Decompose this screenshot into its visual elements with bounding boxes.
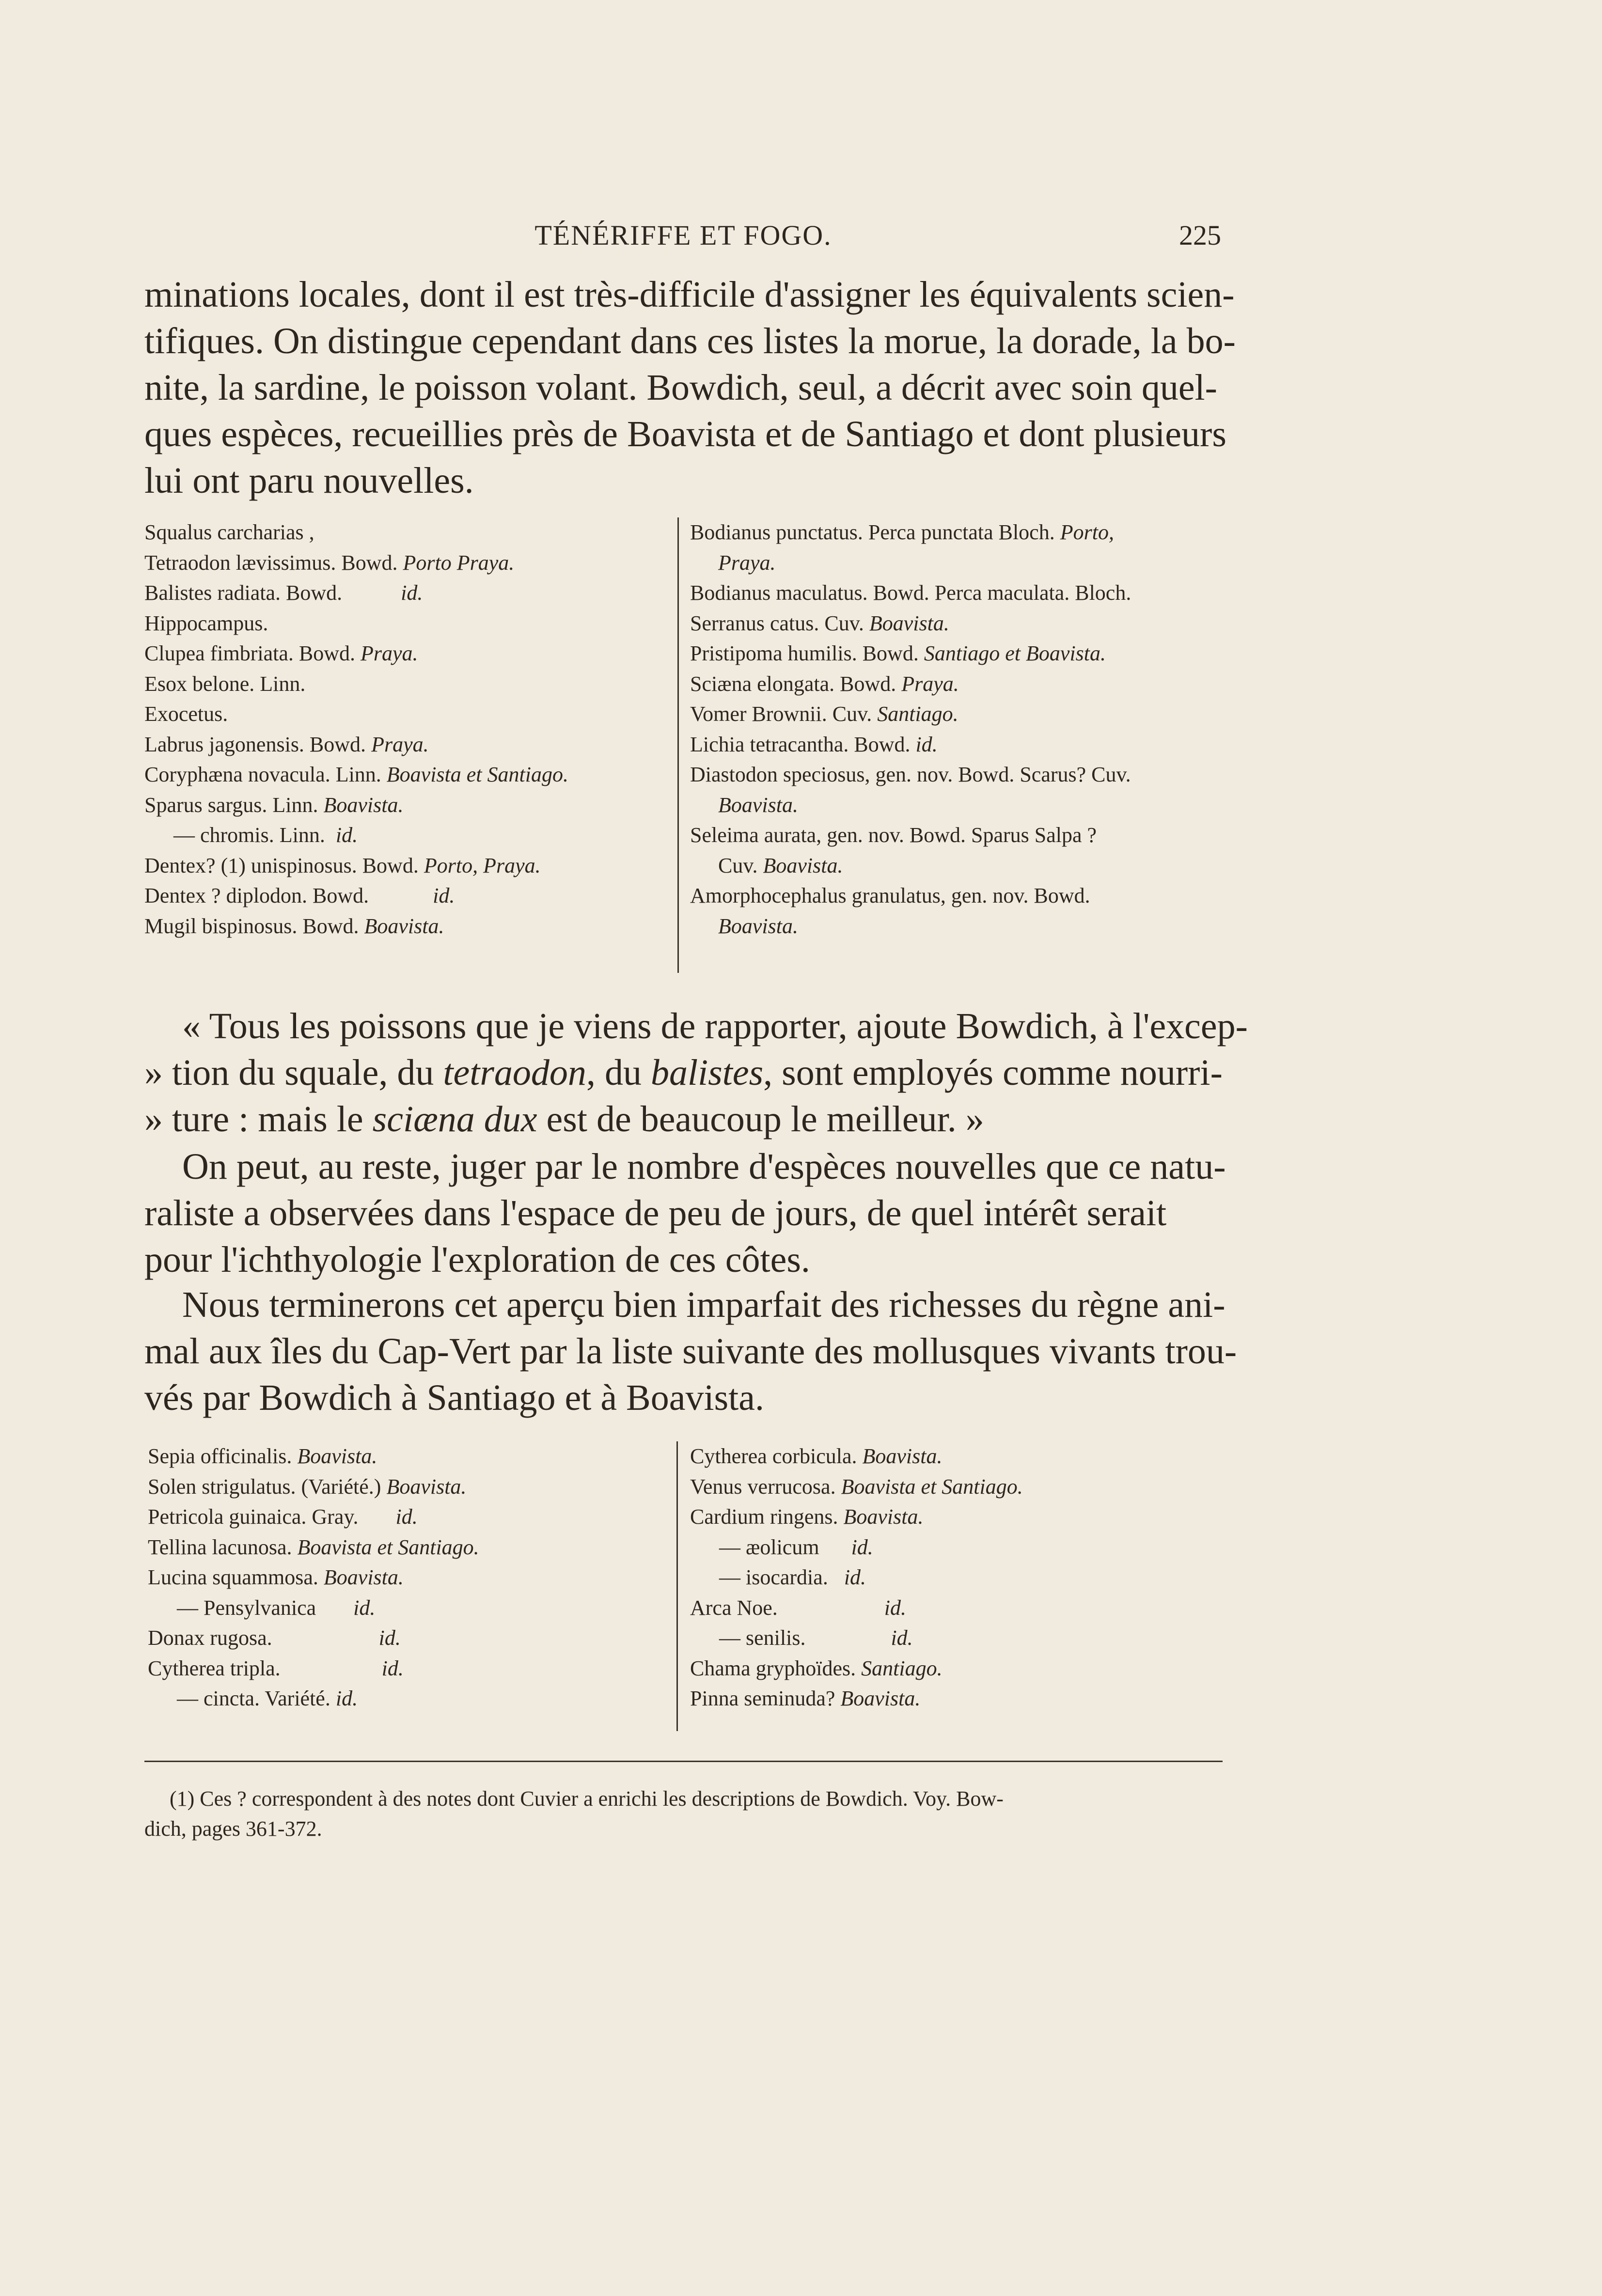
species-name: — chromis. Linn. bbox=[173, 823, 336, 847]
list-item bbox=[144, 881, 568, 911]
species-name: Cytherea corbicula. bbox=[690, 1444, 863, 1468]
species-name: Pristipoma humilis. Bowd. bbox=[690, 641, 924, 665]
locality: Praya. bbox=[361, 641, 418, 665]
locality: id. bbox=[381, 1656, 404, 1680]
species-name: Clupea fimbriata. Bowd. bbox=[144, 641, 361, 665]
locality: id. bbox=[851, 1535, 873, 1559]
species-name: Hippocampus. bbox=[144, 611, 268, 635]
species-name: Solen strigulatus. (Variété.) bbox=[148, 1474, 387, 1499]
footnote-line: (1) Ces ? correspondent à des notes dont Cuvier a enrichi les descriptions de Bowdich. Voy. Bow- bbox=[170, 1787, 1004, 1811]
locality: Boavista. bbox=[323, 1565, 404, 1589]
locality: id. bbox=[335, 823, 358, 847]
text-line: raliste a observées dans l'espace de peu de jours, de quel intérêt serait bbox=[144, 1193, 1167, 1234]
fish-list-left bbox=[144, 517, 568, 941]
footnote-rule bbox=[144, 1761, 1223, 1762]
species-name: — senilis. bbox=[719, 1626, 891, 1650]
text-line: nite, la sardine, le poisson volant. Bowdich, seul, a décrit avec soin quel- bbox=[144, 367, 1217, 408]
locality: Boavista. bbox=[869, 611, 949, 635]
species-name: Venus verrucosa. bbox=[690, 1474, 841, 1499]
mollusc-list-right bbox=[690, 1441, 1023, 1714]
list-item bbox=[690, 699, 1131, 730]
locality: Boavista et Santiago. bbox=[841, 1474, 1023, 1499]
species-name: Serranus catus. Cuv. bbox=[690, 611, 869, 635]
list-item bbox=[690, 1562, 1023, 1593]
list-item bbox=[690, 730, 1131, 760]
locality: Boavista. bbox=[323, 793, 404, 817]
paragraph-molluscs bbox=[144, 1281, 1237, 1421]
text-line: ques espèces, recueillies près de Boavista et de Santiago et dont plusieurs bbox=[144, 414, 1226, 454]
species-name: Bodianus punctatus. Perca punctata Bloch. bbox=[690, 520, 1060, 544]
locality: id. bbox=[401, 581, 423, 605]
list-item bbox=[690, 1593, 1023, 1624]
species-name: Sparus sargus. Linn. bbox=[144, 793, 324, 817]
list-item bbox=[690, 1684, 1023, 1714]
locality: Praya. bbox=[901, 672, 959, 696]
species-name: — æolicum bbox=[719, 1535, 851, 1559]
list-item bbox=[144, 517, 568, 548]
text-line: On peut, au reste, juger par le nombre d'espèces nouvelles que ce natu- bbox=[182, 1146, 1226, 1187]
list-item bbox=[690, 578, 1131, 609]
species-name: Seleima aurata, gen. nov. Bowd. Sparus Salpa ? bbox=[690, 823, 1097, 847]
locality: Santiago. bbox=[861, 1656, 942, 1680]
list-item bbox=[690, 1441, 1023, 1472]
text-line: » ture : mais le sciæna dux est de beaucoup le meilleur. » bbox=[144, 1099, 984, 1140]
locality: Boavista. bbox=[718, 914, 798, 938]
species-name: — isocardia. bbox=[719, 1565, 844, 1589]
list-item bbox=[144, 820, 568, 851]
locality: Boavista. bbox=[297, 1444, 377, 1468]
species-name: Lucina squammosa. bbox=[148, 1565, 324, 1589]
text-line: » tion du squale, du tetraodon, du balistes, sont employés comme nourri- bbox=[144, 1052, 1223, 1093]
species-name: Bodianus maculatus. Bowd. Perca maculata. Bloch. bbox=[690, 581, 1131, 605]
list-item bbox=[148, 1532, 479, 1563]
list-item bbox=[690, 517, 1131, 548]
footnote-line: dich, pages 361-372. bbox=[144, 1817, 322, 1841]
list-item bbox=[144, 639, 568, 669]
locality: id. bbox=[884, 1595, 907, 1620]
species-name: Diastodon speciosus, gen. nov. Bowd. Scarus? Cuv. bbox=[690, 763, 1131, 786]
page-number: 225 bbox=[1179, 219, 1221, 251]
locality: Porto, bbox=[1060, 520, 1114, 544]
species-name: Donax rugosa. bbox=[148, 1626, 379, 1650]
list-item bbox=[690, 760, 1131, 790]
list-item bbox=[690, 609, 1131, 639]
text-line: Nous terminerons cet aperçu bien imparfait des richesses du règne ani- bbox=[182, 1284, 1225, 1325]
list-item bbox=[148, 1502, 479, 1532]
column-divider bbox=[677, 517, 679, 973]
list-item bbox=[144, 730, 568, 760]
paragraph-intro bbox=[144, 271, 1236, 504]
list-item bbox=[148, 1472, 479, 1502]
list-item bbox=[144, 790, 568, 821]
text-line: pour l'ichthyologie l'exploration de ces côtes. bbox=[144, 1239, 810, 1280]
list-item bbox=[690, 1623, 1023, 1654]
locality: Boavista. bbox=[840, 1687, 921, 1710]
species-name: Balistes radiata. Bowd. bbox=[144, 581, 401, 605]
species-name: Chama gryphoïdes. bbox=[690, 1656, 862, 1680]
locality: id. bbox=[353, 1595, 376, 1620]
list-item bbox=[690, 669, 1131, 700]
paragraph-quote bbox=[144, 1003, 1248, 1142]
species-name: — cincta. Variété. bbox=[177, 1687, 336, 1710]
list-item bbox=[144, 851, 568, 881]
list-item bbox=[148, 1562, 479, 1593]
locality: Santiago. bbox=[877, 702, 958, 726]
species-name: Labrus jagonensis. Bowd. bbox=[144, 732, 372, 756]
species-name: Dentex ? diplodon. Bowd. bbox=[144, 884, 433, 907]
locality: Boavista. bbox=[862, 1444, 942, 1468]
list-item bbox=[690, 1654, 1023, 1684]
text-line: minations locales, dont il est très-difficile d'assigner les équivalents scien- bbox=[144, 274, 1235, 315]
list-item bbox=[690, 1472, 1023, 1502]
species-name: Cytherea tripla. bbox=[148, 1656, 382, 1680]
mollusc-list-left bbox=[148, 1441, 479, 1714]
footnote bbox=[144, 1784, 1223, 1844]
locality: id. bbox=[891, 1626, 913, 1650]
list-item bbox=[690, 1532, 1023, 1563]
species-name: Tetraodon lævissimus. Bowd. bbox=[144, 550, 403, 575]
locality: id. bbox=[915, 732, 938, 756]
column-divider bbox=[676, 1441, 678, 1731]
locality: Boavista. bbox=[843, 1505, 924, 1529]
species-name: Sciæna elongata. Bowd. bbox=[690, 672, 902, 696]
locality: Santiago et Boavista. bbox=[924, 641, 1106, 665]
locality: Boavista. bbox=[718, 793, 798, 817]
list-item bbox=[148, 1684, 479, 1714]
list-item bbox=[144, 699, 568, 730]
text-line: mal aux îles du Cap-Vert par la liste suivante des mollusques vivants trou- bbox=[144, 1331, 1237, 1372]
species-name: Petricola guinaica. Gray. bbox=[148, 1505, 396, 1529]
species-name: Cardium ringens. bbox=[690, 1505, 844, 1529]
locality: Praya. bbox=[718, 550, 776, 575]
species-name: Pinna seminuda? bbox=[690, 1687, 841, 1710]
list-item bbox=[690, 820, 1131, 851]
locality: Boavista et Santiago. bbox=[386, 763, 568, 786]
species-name: Lichia tetracantha. Bowd. bbox=[690, 732, 916, 756]
list-item bbox=[144, 609, 568, 639]
species-name: Vomer Brownii. Cuv. bbox=[690, 702, 878, 726]
fish-list-right bbox=[690, 517, 1131, 941]
locality: Boavista. bbox=[763, 853, 843, 877]
locality: Porto, Praya. bbox=[424, 853, 541, 877]
species-name: Sepia officinalis. bbox=[148, 1444, 298, 1468]
list-item bbox=[148, 1441, 479, 1472]
locality: id. bbox=[395, 1505, 418, 1529]
list-item bbox=[690, 1502, 1023, 1532]
list-item bbox=[690, 911, 1131, 942]
locality: Praya. bbox=[371, 732, 429, 756]
locality: Porto Praya. bbox=[403, 550, 515, 575]
list-item bbox=[144, 578, 568, 609]
text-line: tifiques. On distingue cependant dans ces listes la morue, la dorade, la bo- bbox=[144, 321, 1236, 361]
list-item bbox=[690, 548, 1131, 578]
species-name: Coryphæna novacula. Linn. bbox=[144, 763, 387, 786]
species-name: Cuv. bbox=[718, 853, 763, 877]
locality: id. bbox=[844, 1565, 866, 1589]
species-name: Dentex? (1) unispinosus. Bowd. bbox=[144, 853, 424, 877]
list-item bbox=[690, 881, 1131, 911]
list-item bbox=[148, 1623, 479, 1654]
species-name: Mugil bispinosus. Bowd. bbox=[144, 914, 364, 938]
list-item bbox=[144, 669, 568, 700]
species-name: Arca Noe. bbox=[690, 1595, 884, 1620]
running-title: TÉNÉRIFFE ET FOGO. bbox=[534, 219, 832, 251]
paragraph-ichthyology bbox=[144, 1143, 1226, 1283]
list-item bbox=[690, 790, 1131, 821]
text-line: « Tous les poissons que je viens de rapporter, ajoute Bowdich, à l'excep- bbox=[182, 1006, 1248, 1046]
species-name: Esox belone. Linn. bbox=[144, 672, 306, 696]
locality: id. bbox=[433, 884, 455, 907]
locality: Boavista et Santiago. bbox=[297, 1535, 479, 1559]
list-item bbox=[144, 760, 568, 790]
species-name: Amorphocephalus granulatus, gen. nov. Bowd. bbox=[690, 884, 1090, 907]
list-item bbox=[144, 911, 568, 942]
list-item bbox=[144, 548, 568, 578]
list-item bbox=[148, 1593, 479, 1624]
text-line: vés par Bowdich à Santiago et à Boavista. bbox=[144, 1377, 765, 1418]
species-name: Tellina lacunosa. bbox=[148, 1535, 298, 1559]
locality: id. bbox=[335, 1687, 358, 1710]
text-line: lui ont paru nouvelles. bbox=[144, 460, 474, 501]
list-item bbox=[148, 1654, 479, 1684]
species-name: — Pensylvanica bbox=[177, 1595, 354, 1620]
list-item bbox=[690, 851, 1131, 881]
locality: Boavista. bbox=[364, 914, 444, 938]
locality: id. bbox=[378, 1626, 401, 1650]
list-item bbox=[690, 639, 1131, 669]
species-name: Squalus carcharias , bbox=[144, 520, 314, 544]
locality: Boavista. bbox=[386, 1474, 467, 1499]
running-header bbox=[145, 219, 1221, 263]
species-name: Exocetus. bbox=[144, 702, 228, 726]
